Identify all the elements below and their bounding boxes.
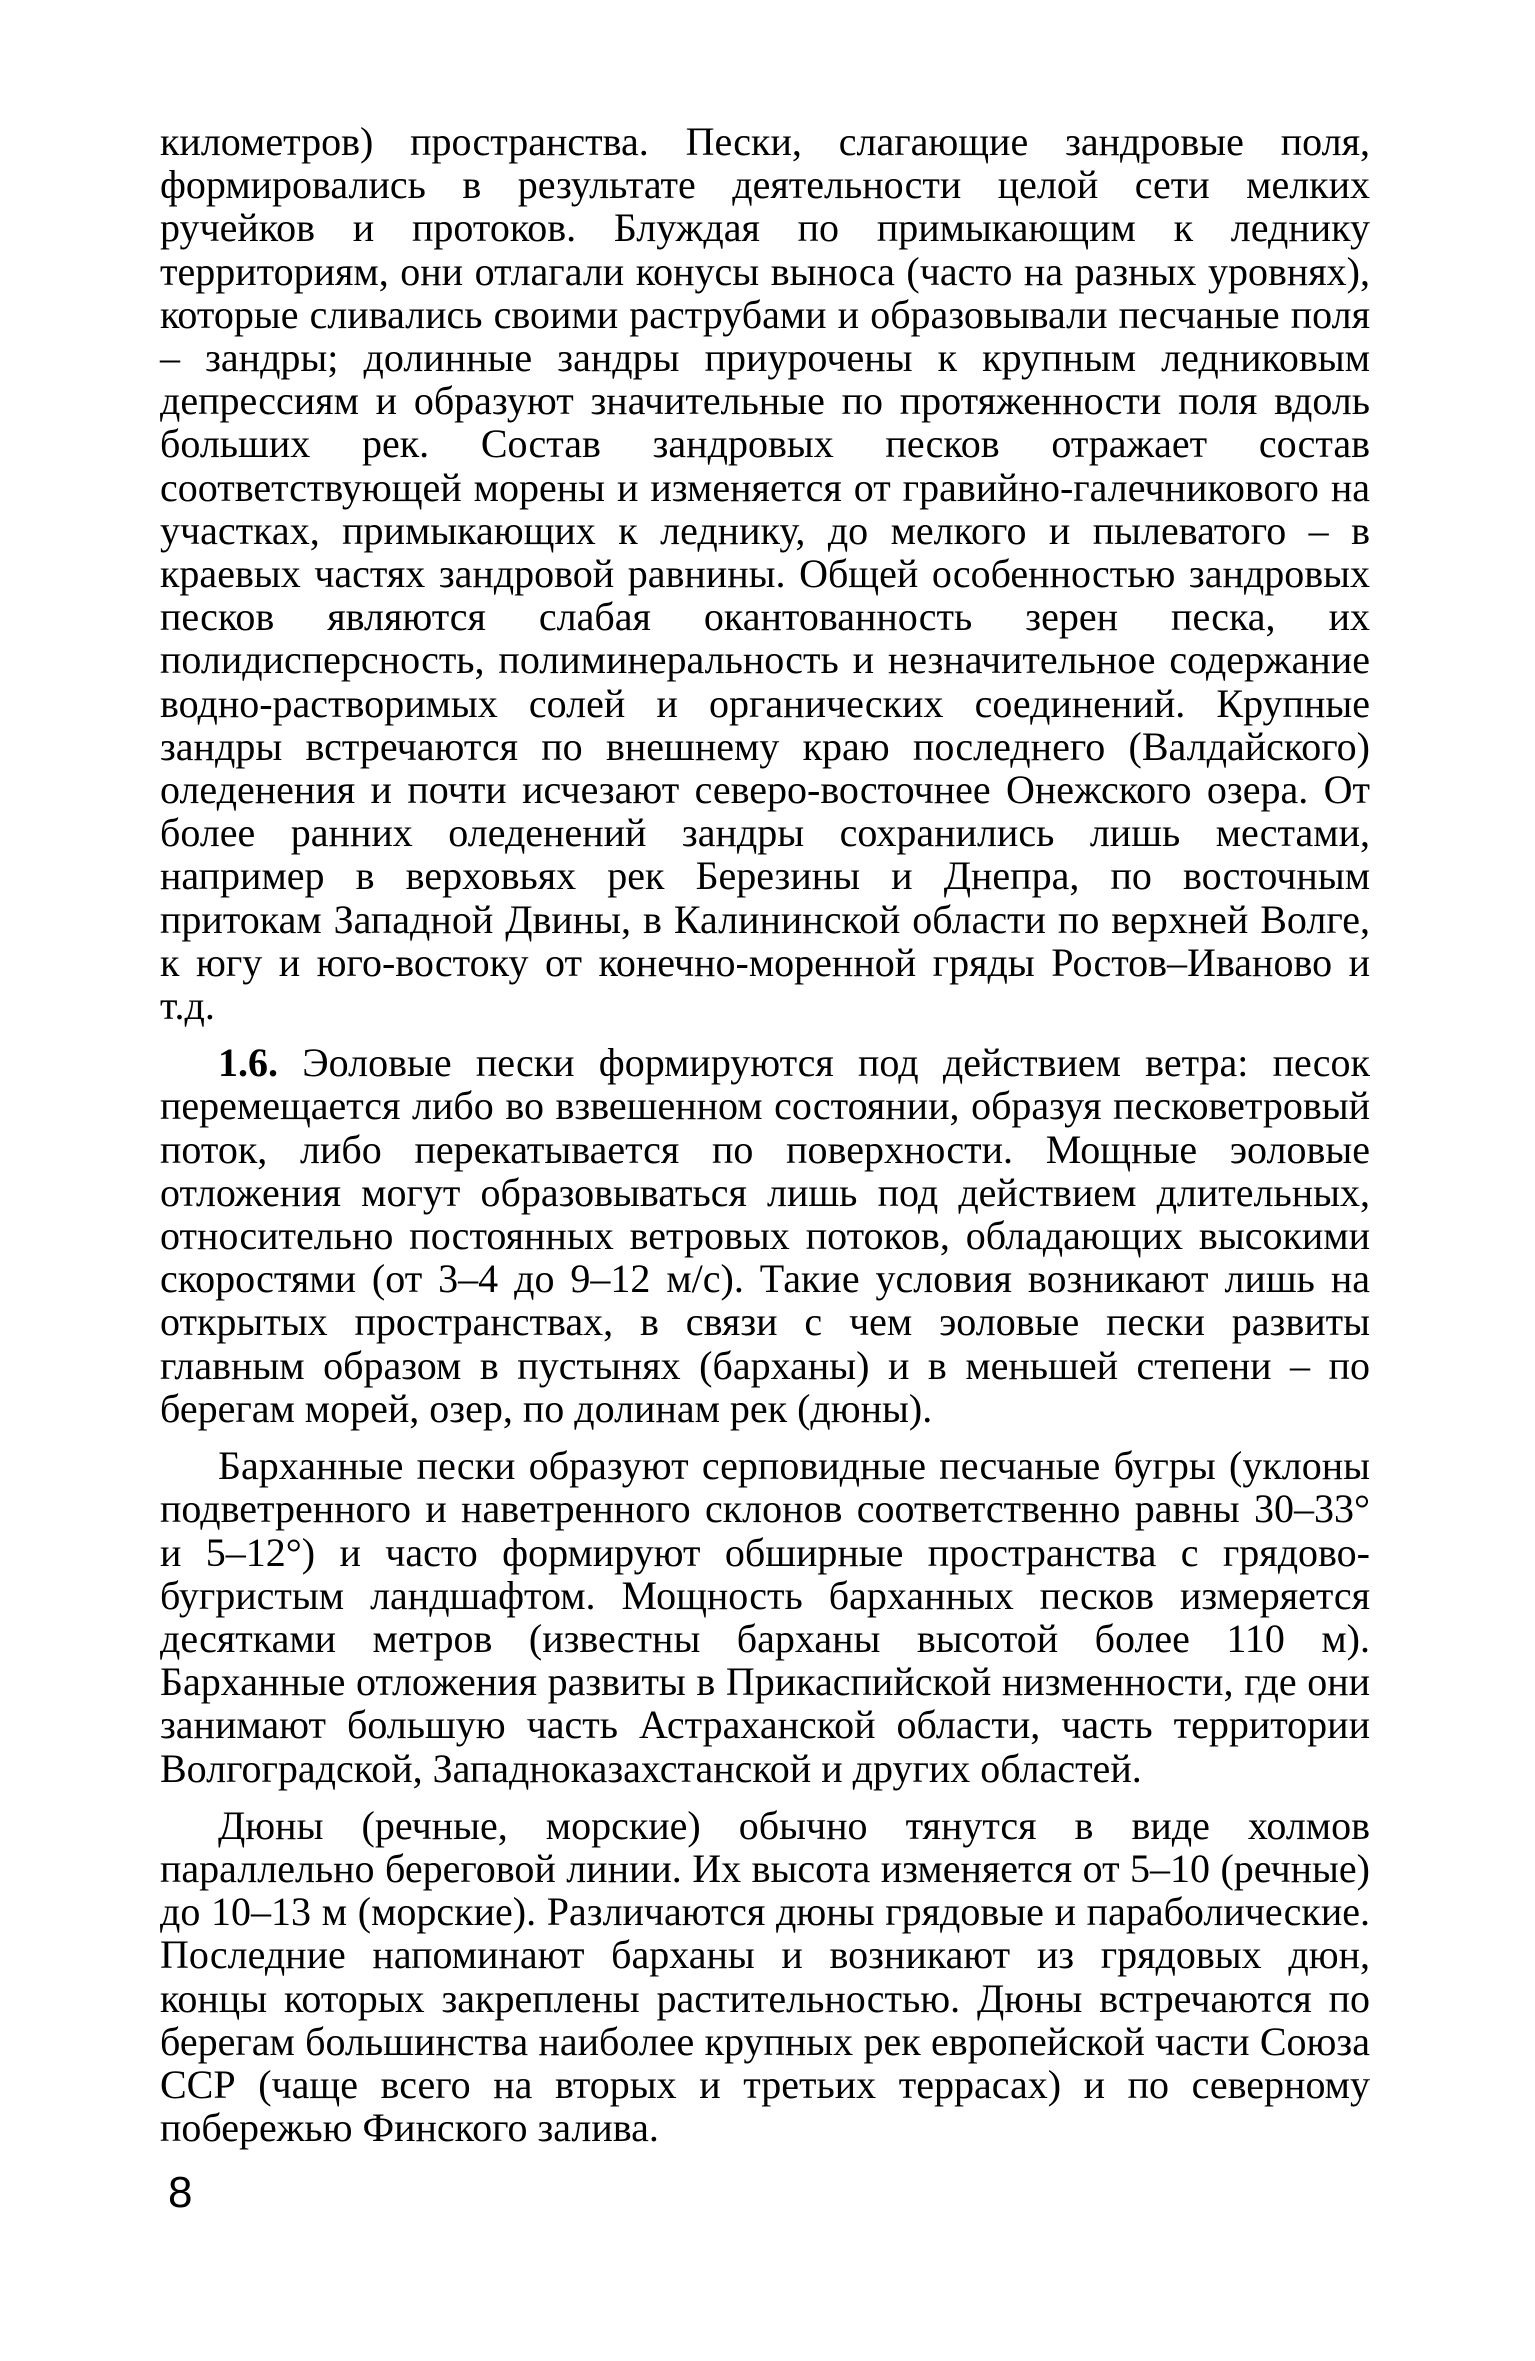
paragraph-barkhan-sands (160, 1444, 1370, 1790)
paragraph-dunes (160, 1804, 1370, 2150)
paragraph-aeolian-sands (160, 1041, 1370, 1430)
paragraph-text: Дюны (речные, морские) обычно тянутся в виде холмов параллельно береговой линии. Их высота изменяется от 5–10 (речные) до 10–13 м (морские). Различаются дюны грядовые и параболические. Последние напоминают барханы и возникают из грядовых дюн, концы которых закреплены растительностью. Дюны встречаются по берегам большинства наиболее крупных рек европейской части Союза ССР (чаще всего на вторых и третьих террасах) и по северному побережью Финского залива. (160, 1802, 1370, 2151)
section-number: 1.6. (218, 1040, 278, 1086)
page-number: 8 (168, 2168, 193, 2217)
paragraph-text: километров) пространства. Пески, слагающие зандровые поля, формировались в результате деятельности целой сети мелких ручейков и протоков. Блуждая по примыкающим к леднику территориям, они отлагали конусы выноса (часто на разных уровнях), которые сливались своими раструбами и образовывали песчаные поля – зандры; долинные зандры приурочены к крупным ледниковым депрессиям и образуют значительные по протяженности поля вдоль больших рек. Состав зандровых песков отражает состав соответствующей морены и изменяется от гравийно-галечникового на участках, примыкающих к леднику, до мелкого и пылеватого – в краевых частях зандровой равнины. Общей особенностью зандровых песков являются слабая окантованность зерен песка, их полидисперсность, полиминеральность и незначительное содержание водно-растворимых солей и органических соединений. Крупные зандры встречаются по внешнему краю последнего (Валдайского) оледенения и почти исчезают северо-восточнее Онежского озера. От более ранних оледенений зандры сохранились лишь местами, например в верховьях рек Березины и Днепра, по восточным притокам Западной Двины, в Калининской области по верхней Волге, к югу и юго-востоку от конечно-моренной гряды Ростов–Иваново и т.д. (160, 119, 1370, 1029)
paragraph-text: Барханные пески образуют серповидные песчаные бугры (уклоны подветренного и наветренного склонов соответственно равны 30–33° и 5–12°) и часто формируют обширные пространства с грядово-бугристым ландшафтом. Мощность барханных песков измеряется десятками метров (известны барханы высотой более 110 м). Барханные отложения развиты в Прикаспийской низменности, где они занимают большую часть Астраханской области, часть территории Волгоградской, Западноказахстанской и других областей. (160, 1443, 1370, 1791)
paragraph-text: Эоловые пески формируются под действием ветра: песок перемещается либо во взвешенном состоянии, образуя песковетровый поток, либо перекатывается по поверхности. Мощные эоловые отложения могут образовываться лишь под действием длительных, относительно постоянных ветровых потоков, обладающих высокими скоростями (от 3–4 до 9–12 м/с). Такие условия возникают лишь на открытых пространствах, в связи с чем эоловые пески развиты главным образом в пустынях (барханы) и в меньшей степени – по берегам морей, озер, по долинам рек (дюны). (160, 1040, 1370, 1431)
paragraph-zandr-sands (160, 120, 1370, 1027)
body-text (160, 120, 1370, 2149)
